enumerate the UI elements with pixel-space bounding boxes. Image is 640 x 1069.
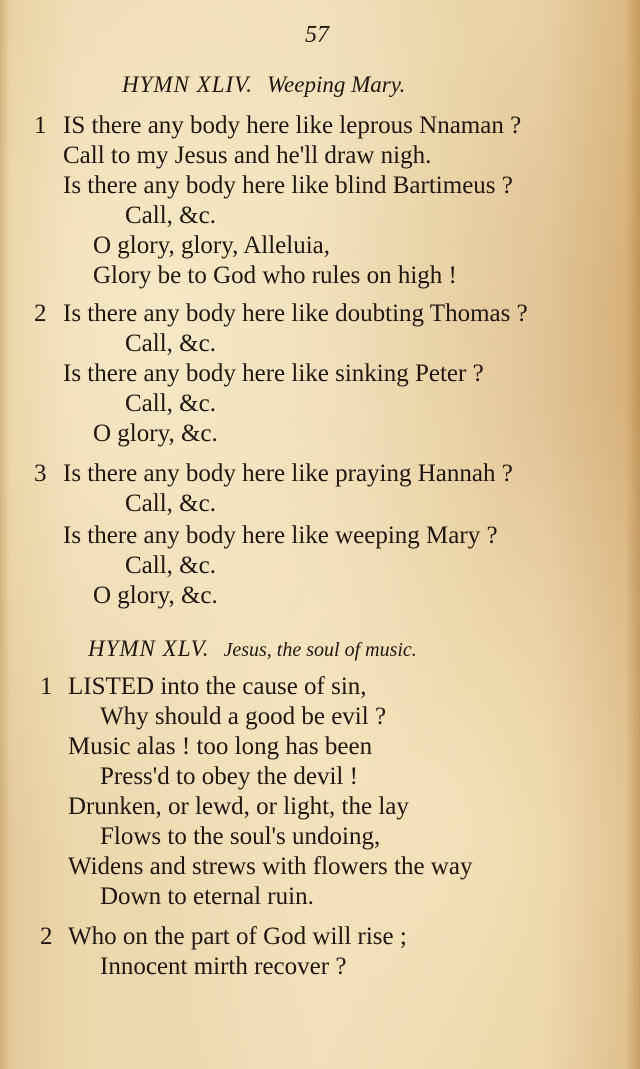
verse-line: Why should a good be evil ? bbox=[100, 703, 387, 730]
verse-line: Call, &c. bbox=[125, 330, 216, 357]
verse-line: Who on the part of God will rise ; bbox=[68, 923, 407, 950]
verse-number: 1 bbox=[40, 673, 53, 700]
verse-number: 1 bbox=[34, 112, 47, 139]
hymn-title bbox=[88, 636, 417, 662]
verse-line: O glory, &c. bbox=[93, 582, 218, 609]
verse-line: Flows to the soul's undoing, bbox=[100, 823, 381, 850]
verse-line: Innocent mirth recover ? bbox=[100, 953, 347, 980]
verse-line: Call, &c. bbox=[125, 202, 216, 229]
hymn-number: HYMN XLV. bbox=[88, 636, 210, 661]
verse-line: Glory be to God who rules on high ! bbox=[93, 262, 457, 289]
verse-line: Is there any body here like weeping Mary ? bbox=[63, 522, 498, 549]
verse-line: Press'd to obey the devil ! bbox=[100, 763, 358, 790]
hymn-title bbox=[122, 72, 405, 98]
verse-line: O glory, glory, Alleluia, bbox=[93, 232, 330, 259]
verse-line: Music alas ! too long has been bbox=[68, 733, 373, 760]
verse-line: Call, &c. bbox=[125, 490, 216, 517]
verse-line: Call, &c. bbox=[125, 390, 216, 417]
verse-line: Is there any body here like sinking Peter ? bbox=[63, 360, 484, 387]
verse-line: IS there any body here like leprous Nnaman ? bbox=[63, 112, 522, 139]
verse-number: 3 bbox=[34, 460, 47, 487]
verse-number: 2 bbox=[40, 923, 53, 950]
page-edge-shadow bbox=[0, 0, 10, 1069]
verse-line: O glory, &c. bbox=[93, 420, 218, 447]
verse-line: Call to my Jesus and he'll draw nigh. bbox=[63, 142, 432, 169]
verse-number: 2 bbox=[34, 300, 47, 327]
verse-line: Down to eternal ruin. bbox=[100, 883, 314, 910]
hymn-number: HYMN XLIV. bbox=[122, 72, 253, 97]
verse-line: Is there any body here like blind Bartimeus ? bbox=[63, 172, 513, 199]
hymn-subtitle: Weeping Mary. bbox=[267, 72, 406, 97]
verse-line: LISTED into the cause of sin, bbox=[68, 673, 367, 700]
verse-line: Drunken, or lewd, or light, the lay bbox=[68, 793, 409, 820]
page-edge-shadow bbox=[626, 0, 640, 1069]
verse-line: Call, &c. bbox=[125, 552, 216, 579]
verse-line: Is there any body here like praying Hannah ? bbox=[63, 460, 513, 487]
hymn-subtitle: Jesus, the soul of music. bbox=[223, 639, 417, 661]
page-number: 57 bbox=[305, 22, 329, 48]
verse-line: Is there any body here like doubting Thomas ? bbox=[63, 300, 528, 327]
verse-line: Widens and strews with flowers the way bbox=[68, 853, 473, 880]
